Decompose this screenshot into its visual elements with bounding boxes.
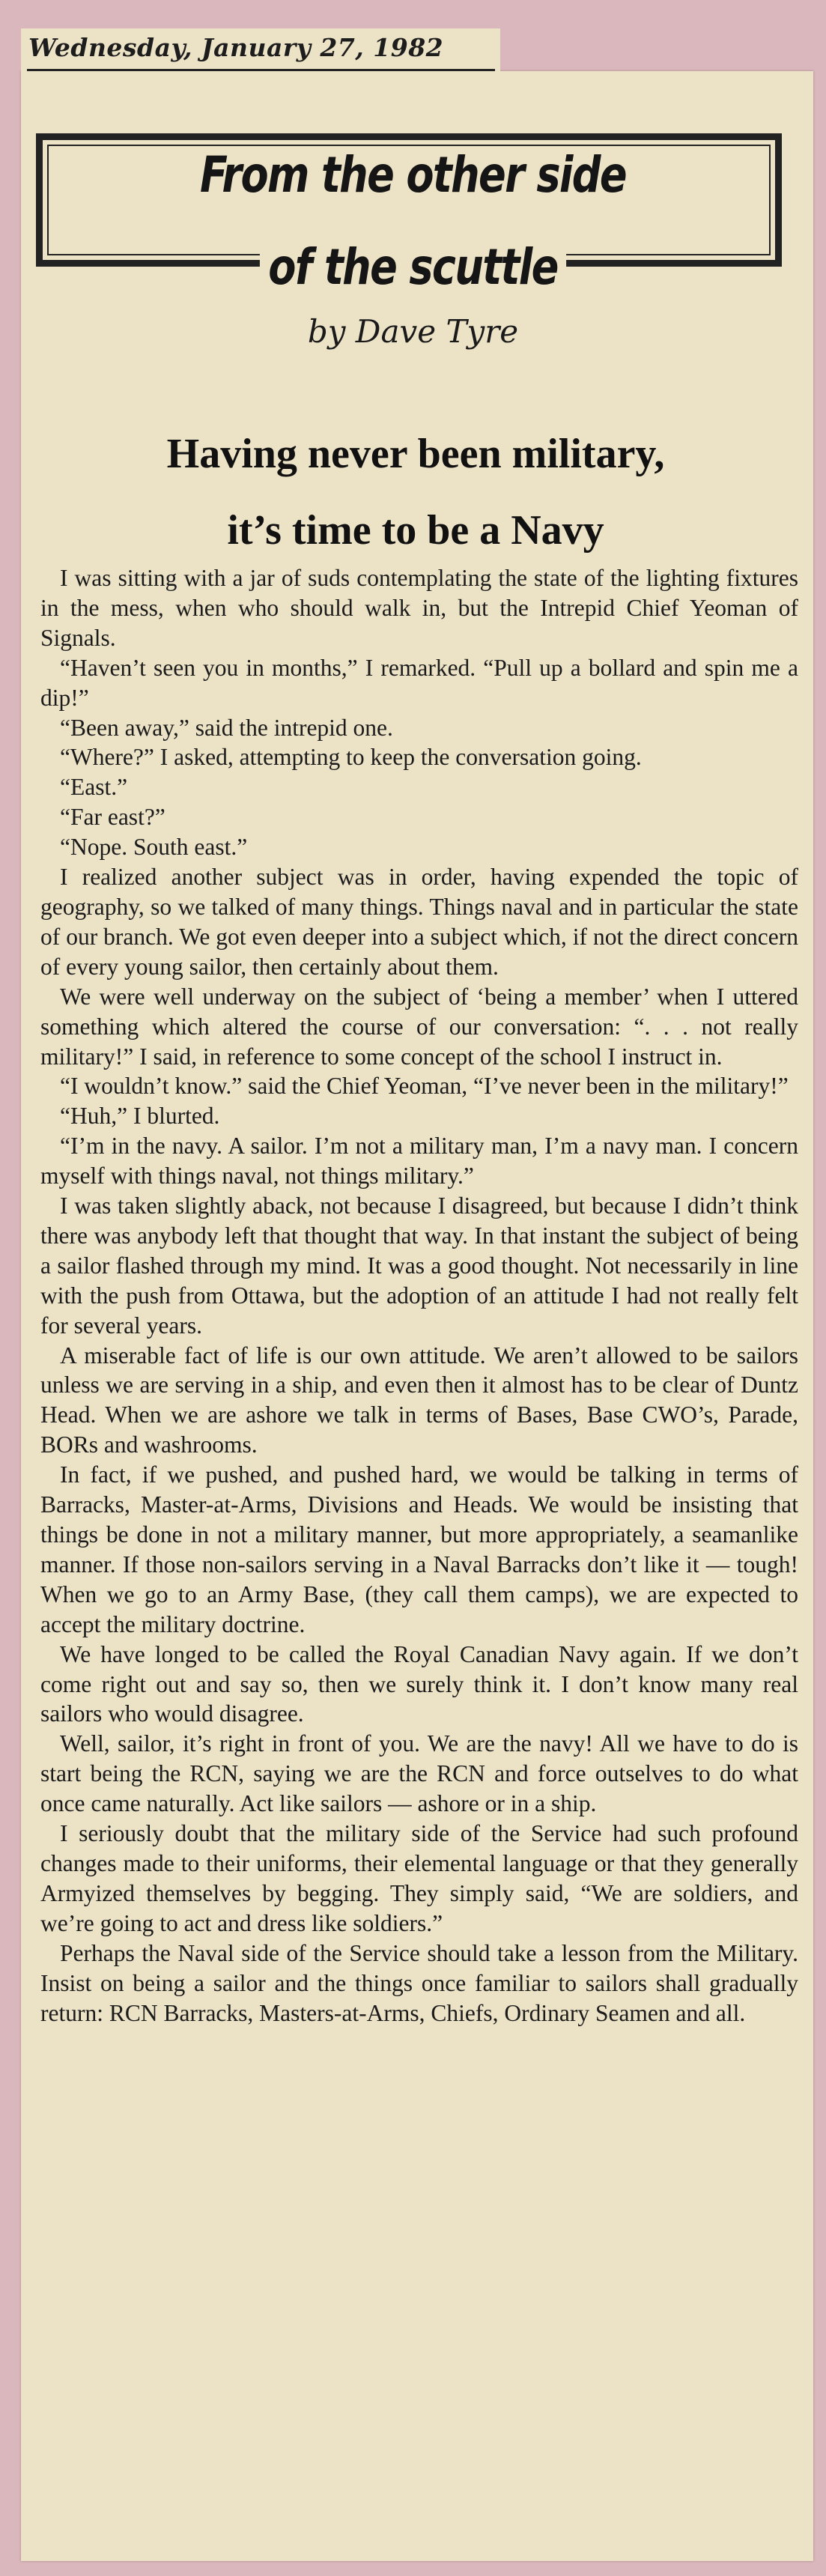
dateline: Wednesday, January 27, 1982 <box>28 33 444 62</box>
column-title-line-2 <box>74 238 751 296</box>
paragraph: “Been away,” said the intrepid one. <box>60 714 393 741</box>
paragraph: We were well underway on the subject of ‘being a member’ when I uttered something which altered the course of our conversation: “. . . not really military!” I said, in reference to some concept of the school I instruct in. <box>40 983 798 1070</box>
column-title-line-2-text: of the scuttle <box>260 238 566 296</box>
paragraph: “Nope. South east.” <box>60 834 248 861</box>
paragraph: I realized another subject was in order, having expended the topic of geography, so we talked of many things. Things naval and in particular the state of our branch. We got even deeper into a subject which, if not the direct concern of every young sailor, then certainly about them. <box>40 864 798 980</box>
paragraph: Perhaps the Naval side of the Service should take a lesson from the Military. Insist on being a sailor and the things once familiar to sailors shall gradually return: RCN Barracks, Masters-at-Arms, Chiefs, Ordinary Seamen and all. <box>40 1939 798 2026</box>
article-body <box>40 563 798 2028</box>
paragraph: A miserable fact of life is our own attitude. We aren’t allowed to be sailors unless we are serving in a ship, and even then it almost has to be clear of Duntz Head. When we are ashore we talk in terms of Bases, Base CWO’s, Parade, BORs and washrooms. <box>40 1342 798 1458</box>
paragraph: “East.” <box>60 774 128 801</box>
paragraph: Well, sailor, it’s right in front of you. We are the navy! All we have to do is start being the RCN, saying we are the RCN and force outselves to do what once came naturally. Act like sailors — ashore or in a ship. <box>40 1730 798 1817</box>
column-title-line-1: From the other side <box>200 146 626 204</box>
dateline-rule <box>27 69 495 71</box>
paragraph: “Haven’t seen you in months,” I remarked. “Pull up a bollard and spin me a dip!” <box>40 654 798 711</box>
byline: by Dave Tyre <box>307 313 519 350</box>
paragraph: “I’m in the navy. A sailor. I’m not a military man, I’m a navy man. I concern myself with things naval, not things military.” <box>40 1133 798 1189</box>
paragraph: “Far east?” <box>60 804 165 831</box>
paragraph: I was taken slightly aback, not because I disagreed, but because I didn’t think there was anybody left that thought that way. In that instant the subject of being a sailor flashed through my mind. It was a good thought. Not necessarily in line with the push from Ottawa, but the adoption of an attitude I had not really felt for several years. <box>40 1192 798 1339</box>
headline-line-1: Having never been military, <box>166 431 665 477</box>
paragraph: We have longed to be called the Royal Canadian Navy again. If we don’t come right out and say so, then we surely think it. I don’t know many real sailors who would disagree. <box>40 1640 798 1727</box>
paragraph: I seriously doubt that the military side of the Service had such profound changes made to their uniforms, their elemental language or that they generally Armyized themselves by begging. They simply said, “We are soldiers, and we’re going to act and dress like soldiers.” <box>40 1820 798 1936</box>
paragraph: “Where?” I asked, attempting to keep the conversation going. <box>60 744 642 771</box>
paragraph: In fact, if we pushed, and pushed hard, we would be talking in terms of Barracks, Master-at-Arms, Divisions and Heads. We would be insisting that things be done in not a military manner, but more appropriately, a seamanlike manner. If those non-sailors serving in a Naval Barracks don’t like it — tough! When we go to an Army Base, (they call them camps), we are expected to accept the military doctrine. <box>40 1461 798 1637</box>
paragraph: “I wouldn’t know.” said the Chief Yeoman, “I’ve never been in the military!” <box>60 1073 789 1100</box>
article-headline <box>45 416 786 569</box>
headline-line-2: it’s time to be a Navy <box>227 507 604 554</box>
paragraph: I was sitting with a jar of suds contemplating the state of the lighting fixtures in the mess, when who should walk in, but the Intrepid Chief Yeoman of Signals. <box>40 565 798 651</box>
paragraph: “Huh,” I blurted. <box>60 1103 220 1130</box>
